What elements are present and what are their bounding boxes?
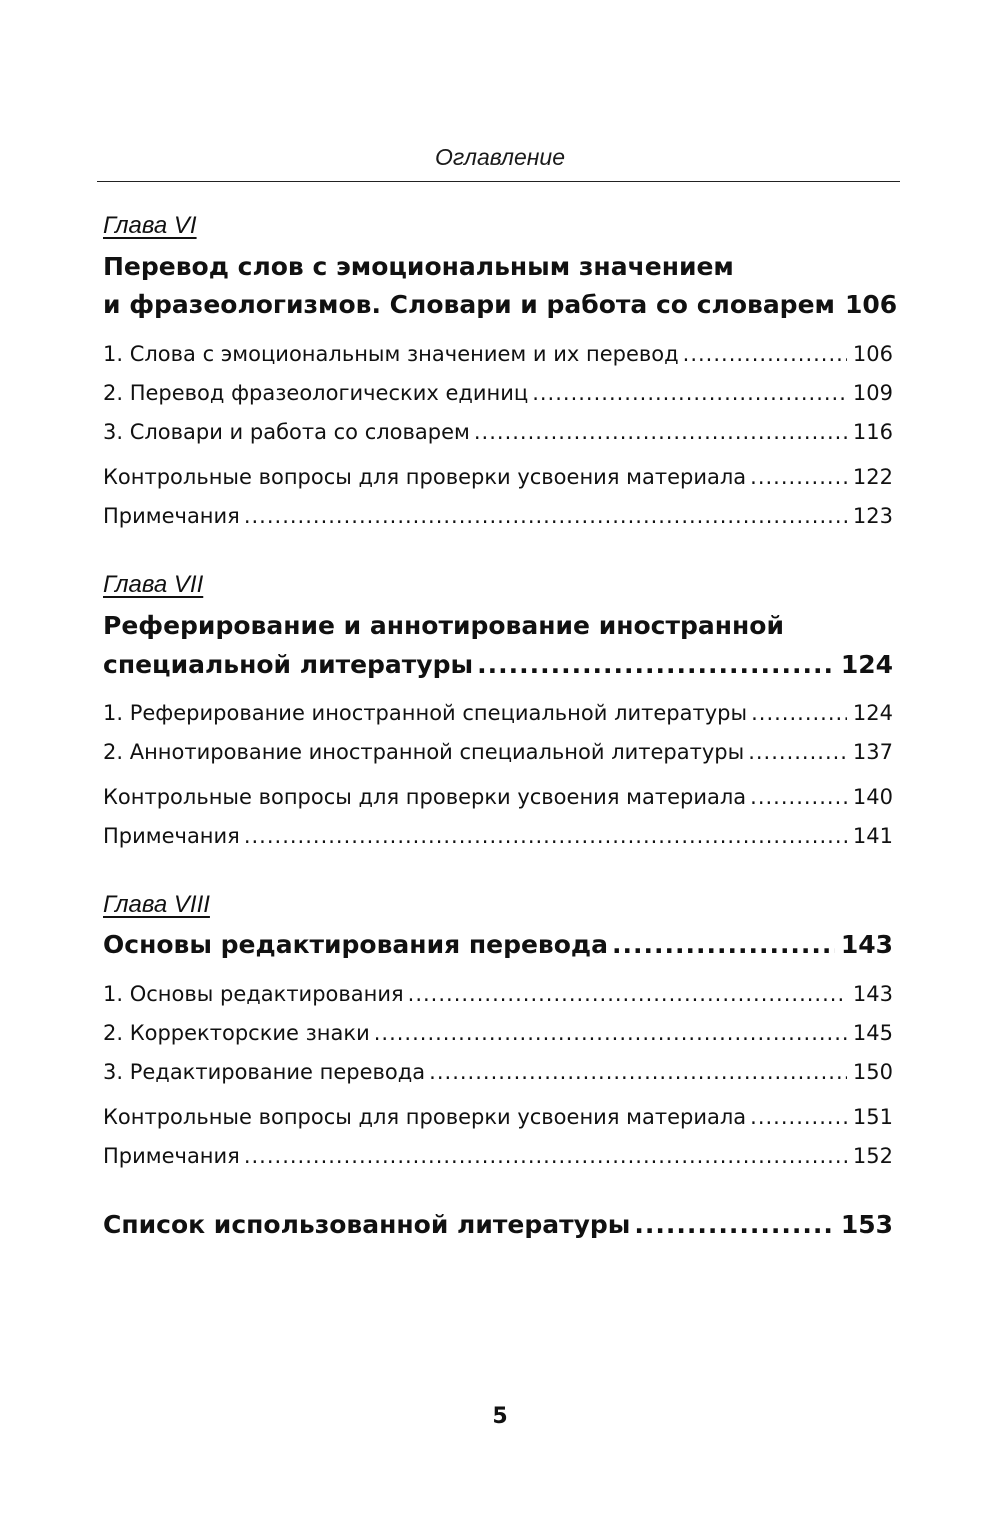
toc-entry[interactable]: [103, 785, 893, 809]
dot-leader: [748, 740, 847, 764]
page-ref: 143: [840, 930, 893, 959]
toc-entry[interactable]: [103, 1144, 893, 1168]
chapter-title-text: и фразеологизмов. Словари и работа со словарем: [103, 290, 835, 319]
dot-leader: [244, 824, 847, 848]
dot-leader: [750, 465, 847, 489]
toc-entry[interactable]: [103, 381, 893, 405]
chapter-title-entry[interactable]: [103, 290, 898, 319]
toc-entry[interactable]: [103, 740, 893, 764]
page-ref: 137: [852, 740, 893, 764]
page-ref: 106: [844, 290, 898, 319]
dot-leader: [477, 650, 835, 679]
toc-entry-text: Контрольные вопросы для проверки усвоения материала: [103, 785, 747, 809]
page-ref: 152: [852, 1144, 893, 1168]
toc-entry[interactable]: [103, 420, 893, 444]
toc-entry[interactable]: [103, 824, 893, 848]
toc-entry-text: 3. Редактирование перевода: [103, 1060, 426, 1084]
chapter-title-line: Реферирование и аннотирование иностранной: [103, 611, 784, 640]
chapter-title-entry[interactable]: [103, 650, 893, 679]
chapter-label: Глава VII: [103, 571, 204, 598]
page-ref: 124: [840, 650, 893, 679]
dot-leader: [750, 785, 847, 809]
toc-entry[interactable]: [103, 465, 893, 489]
dot-leader: [374, 1021, 847, 1045]
toc-entry-text: 1. Слова с эмоциональным значением и их перевод: [103, 342, 679, 366]
chapter-title-line: Перевод слов с эмоциональным значением: [103, 252, 734, 281]
dot-leader: [683, 342, 847, 366]
toc-entry[interactable]: [103, 1021, 893, 1045]
page-ref: 106: [852, 342, 893, 366]
toc-entry-text: 1. Реферирование иностранной специальной литературы: [103, 701, 748, 725]
toc-entry-text: Примечания: [103, 824, 240, 848]
page-ref: 123: [852, 504, 893, 528]
toc-entry-text: Контрольные вопросы для проверки усвоения материала: [103, 465, 747, 489]
toc-entry-text: 3. Словари и работа со словарем: [103, 420, 470, 444]
dot-leader: [750, 1105, 847, 1129]
toc-entry-text: 2. Аннотирование иностранной специальной литературы: [103, 740, 745, 764]
page-ref: 153: [840, 1210, 893, 1239]
toc-entry-text: Примечания: [103, 1144, 240, 1168]
page-ref: 109: [852, 381, 893, 405]
running-head: Оглавление: [435, 144, 565, 170]
page-ref: 150: [852, 1060, 893, 1084]
dot-leader: [244, 1144, 847, 1168]
page-ref: 140: [852, 785, 893, 809]
page-ref: 141: [852, 824, 893, 848]
dot-leader: [474, 420, 847, 444]
toc-entry[interactable]: [103, 342, 893, 366]
dot-leader: [532, 381, 847, 405]
toc-entry-text: 1. Основы редактирования: [103, 982, 404, 1006]
chapter-title-entry[interactable]: [103, 930, 893, 959]
chapter-label: Глава VIII: [103, 891, 210, 918]
page-number: 5: [492, 1404, 508, 1429]
chapter-title-text: Основы редактирования перевода: [103, 930, 608, 959]
dot-leader: [429, 1060, 847, 1084]
page-ref: 143: [852, 982, 893, 1006]
chapter-title-text: специальной литературы: [103, 650, 474, 679]
page-ref: 151: [852, 1105, 893, 1129]
toc-entry[interactable]: [103, 701, 893, 725]
dot-leader: [244, 504, 847, 528]
bibliography-entry[interactable]: [103, 1210, 893, 1239]
toc-entry[interactable]: [103, 982, 893, 1006]
page-ref: 145: [852, 1021, 893, 1045]
page-ref: 116: [852, 420, 893, 444]
page-ref: 124: [852, 701, 893, 725]
dot-leader: [751, 701, 847, 725]
toc-entry-text: 2. Перевод фразеологических единиц: [103, 381, 529, 405]
page-ref: 122: [852, 465, 893, 489]
dot-leader: [612, 930, 835, 959]
toc-entry[interactable]: [103, 1060, 893, 1084]
dot-leader: [408, 982, 847, 1006]
toc-entry-text: Контрольные вопросы для проверки усвоения материала: [103, 1105, 747, 1129]
header-rule: [97, 181, 900, 182]
toc-entry-text: 2. Корректорские знаки: [103, 1021, 370, 1045]
chapter-label: Глава VI: [103, 212, 197, 239]
toc-entry[interactable]: [103, 1105, 893, 1129]
toc-entry[interactable]: [103, 504, 893, 528]
dot-leader: [634, 1210, 834, 1239]
toc-entry-text: Примечания: [103, 504, 240, 528]
bibliography-text: Список использованной литературы: [103, 1210, 631, 1239]
